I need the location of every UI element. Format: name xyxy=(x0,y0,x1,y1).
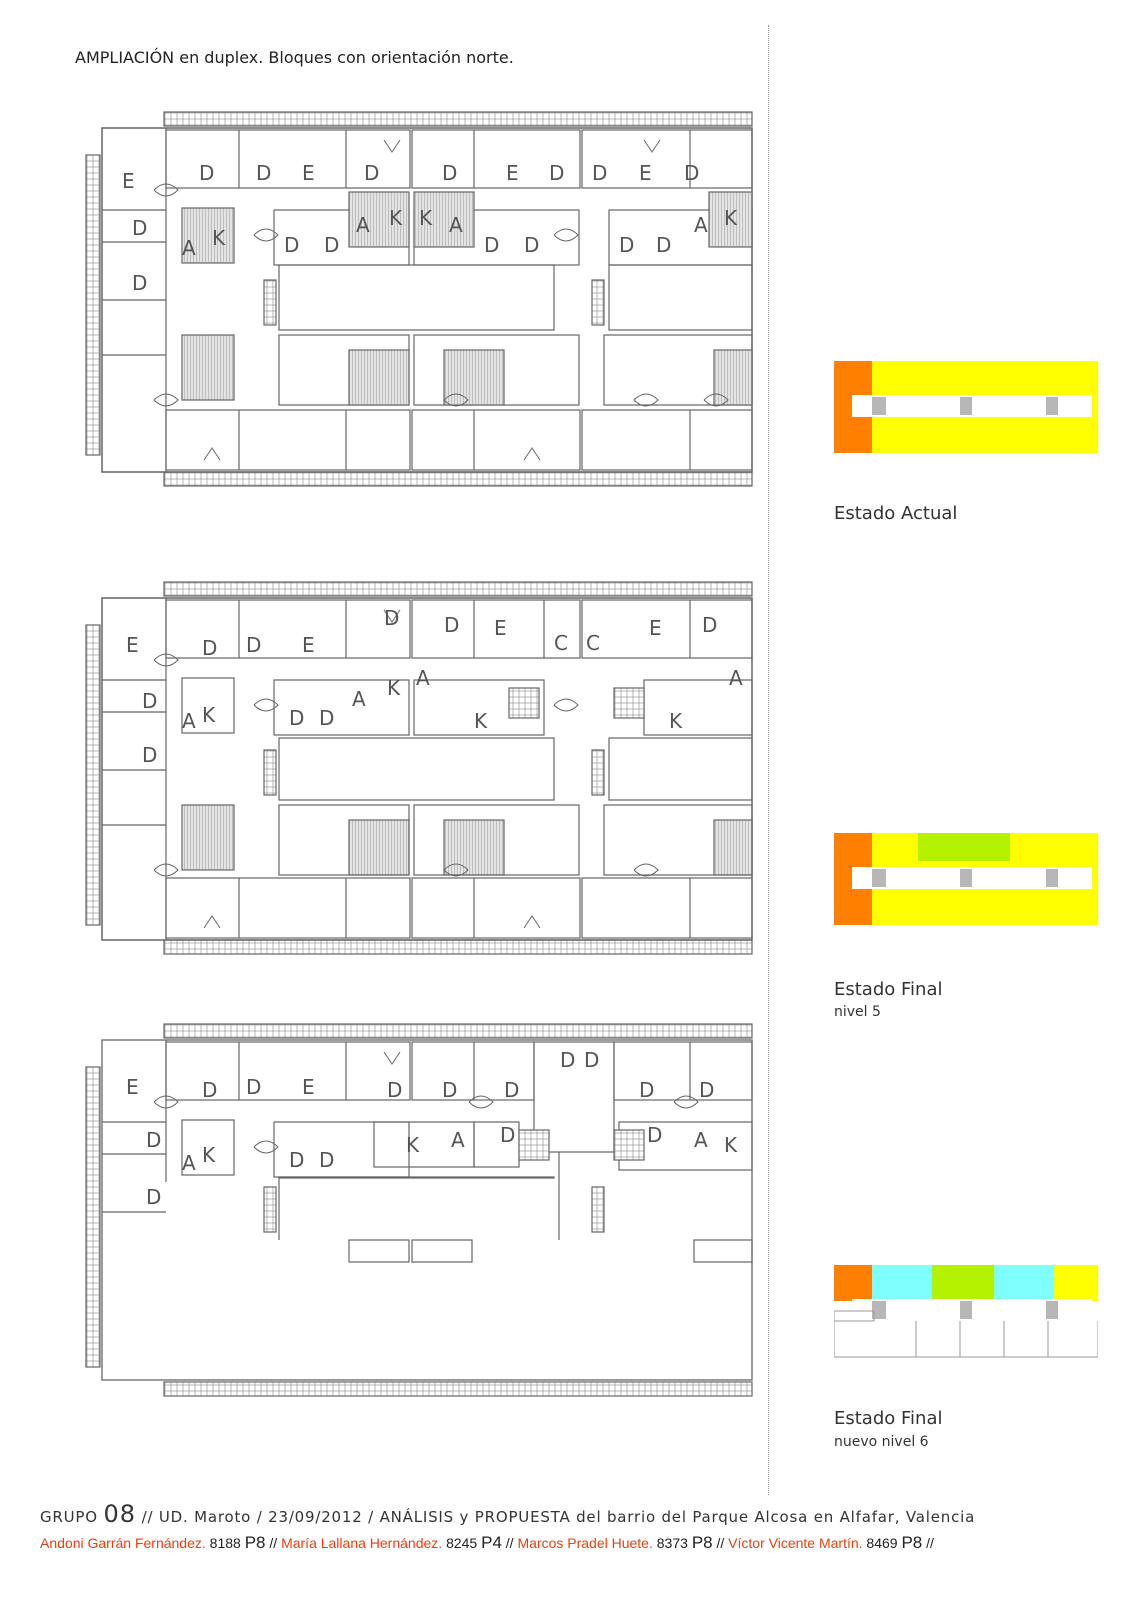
footer-authors: Andoni Garrán Fernández. 8188 P8 // María Lallana Hernández. 8245 P4 // Marcos Pradel Huete. 8373 P8 // Víctor Vicente Martín. 8469 P8 // xyxy=(40,1533,934,1552)
caption-estado-actual: Estado Actual xyxy=(834,503,958,524)
room-label: D xyxy=(256,161,272,185)
room-label: A xyxy=(356,213,370,237)
room-label: D xyxy=(202,1078,218,1102)
author-name: María Lallana Hernández. xyxy=(281,1535,443,1551)
room-label: E xyxy=(302,1075,315,1099)
room-label: E xyxy=(506,161,519,185)
author-number: 8469 xyxy=(866,1535,898,1551)
room-label: D xyxy=(442,1078,458,1102)
room-label: D xyxy=(319,706,335,730)
group-number: 08 xyxy=(103,1500,137,1528)
room-label: D xyxy=(484,233,500,257)
room-label: A xyxy=(416,666,430,690)
room-label: K xyxy=(202,1143,216,1167)
room-label: D xyxy=(387,1078,403,1102)
room-label: D xyxy=(284,233,300,257)
room-label: D xyxy=(684,161,700,185)
room-label: K xyxy=(669,709,683,733)
room-label: A xyxy=(352,687,366,711)
floor-plan-estado-final-nivel-5 xyxy=(84,580,774,964)
room-label: D xyxy=(202,636,218,660)
author-group: P4 xyxy=(481,1533,502,1552)
room-label: D xyxy=(442,161,458,185)
room-label: D xyxy=(142,743,158,767)
room-label: D xyxy=(639,1078,655,1102)
room-label: K xyxy=(389,206,403,230)
room-label: A xyxy=(182,709,196,733)
room-label: A xyxy=(451,1128,465,1152)
room-label: D xyxy=(647,1123,663,1147)
room-label: D xyxy=(246,1075,262,1099)
room-label: D xyxy=(246,633,262,657)
room-label: D xyxy=(146,1128,162,1152)
color-scheme-estado-final-nuevo-nivel-6 xyxy=(834,1265,1098,1363)
room-label: D xyxy=(289,706,305,730)
room-label: D xyxy=(592,161,608,185)
author-group: P8 xyxy=(244,1533,266,1552)
room-label: K xyxy=(212,226,226,250)
room-label: K xyxy=(474,709,488,733)
author-number: 8373 xyxy=(656,1535,688,1551)
caption-estado-final: Estado Final xyxy=(834,979,943,1000)
room-label: K xyxy=(406,1133,420,1157)
author-group: P8 xyxy=(901,1533,923,1552)
author-number: 8245 xyxy=(446,1535,478,1551)
room-label: D xyxy=(549,161,565,185)
author-number: 8188 xyxy=(209,1535,241,1551)
room-label: D xyxy=(504,1078,520,1102)
room-label: D xyxy=(699,1078,715,1102)
room-label: D xyxy=(524,233,540,257)
subcaption-nuevo-nivel-6: nuevo nivel 6 xyxy=(834,1434,929,1450)
group-label: GRUPO xyxy=(40,1508,98,1526)
room-label: D xyxy=(500,1123,516,1147)
room-label: D xyxy=(132,216,148,240)
room-label: E xyxy=(302,161,315,185)
room-label: K xyxy=(387,676,401,700)
room-label: D xyxy=(289,1148,305,1172)
room-label: E xyxy=(302,633,315,657)
room-label: A xyxy=(729,666,743,690)
color-scheme-estado-final-nivel-5 xyxy=(834,833,1098,929)
room-label: D xyxy=(384,606,400,630)
room-label: E xyxy=(126,1075,139,1099)
room-label: D xyxy=(132,271,148,295)
room-label: D xyxy=(444,613,460,637)
room-label: D xyxy=(656,233,672,257)
room-label: A xyxy=(182,236,196,260)
room-label: K xyxy=(724,1133,738,1157)
floor-plan-estado-final-nuevo-nivel-6 xyxy=(84,1022,774,1406)
room-label: E xyxy=(649,616,662,640)
room-label: D xyxy=(199,161,215,185)
author-name: Marcos Pradel Huete. xyxy=(517,1535,653,1551)
room-label: K xyxy=(202,703,216,727)
footer-info: // UD. Maroto / 23/09/2012 / ANÁLISIS y PROPUESTA del barrio del Parque Alcosa en Alfafar, Valencia xyxy=(141,1508,976,1526)
author-group: P8 xyxy=(691,1533,713,1552)
room-label: D xyxy=(146,1185,162,1209)
room-label: A xyxy=(694,1128,708,1152)
room-label: D xyxy=(364,161,380,185)
room-label: C xyxy=(586,631,600,655)
room-label: A xyxy=(449,213,463,237)
subcaption-nivel-5: nivel 5 xyxy=(834,1004,881,1020)
color-scheme-estado-actual xyxy=(834,361,1098,457)
room-label: D xyxy=(560,1048,576,1072)
room-label: K xyxy=(724,206,738,230)
room-label: E xyxy=(122,169,135,193)
room-label: D xyxy=(584,1048,600,1072)
room-label: E xyxy=(126,633,139,657)
caption-estado-final-2: Estado Final xyxy=(834,1408,943,1429)
room-label: D xyxy=(324,233,340,257)
room-label: D xyxy=(142,689,158,713)
room-label: K xyxy=(419,206,433,230)
room-label: C xyxy=(554,631,568,655)
page-title: AMPLIACIÓN en duplex. Bloques con orientación norte. xyxy=(75,48,514,67)
author-name: Andoni Garrán Fernández. xyxy=(40,1535,206,1551)
room-label: D xyxy=(319,1148,335,1172)
room-label: D xyxy=(619,233,635,257)
room-label: E xyxy=(639,161,652,185)
footer-group-line xyxy=(40,1500,975,1528)
room-label: A xyxy=(694,213,708,237)
author-name: Víctor Vicente Martín. xyxy=(728,1535,863,1551)
room-label: E xyxy=(494,616,507,640)
room-label: A xyxy=(182,1151,196,1175)
room-label: D xyxy=(702,613,718,637)
floor-plan-estado-actual xyxy=(84,110,774,494)
